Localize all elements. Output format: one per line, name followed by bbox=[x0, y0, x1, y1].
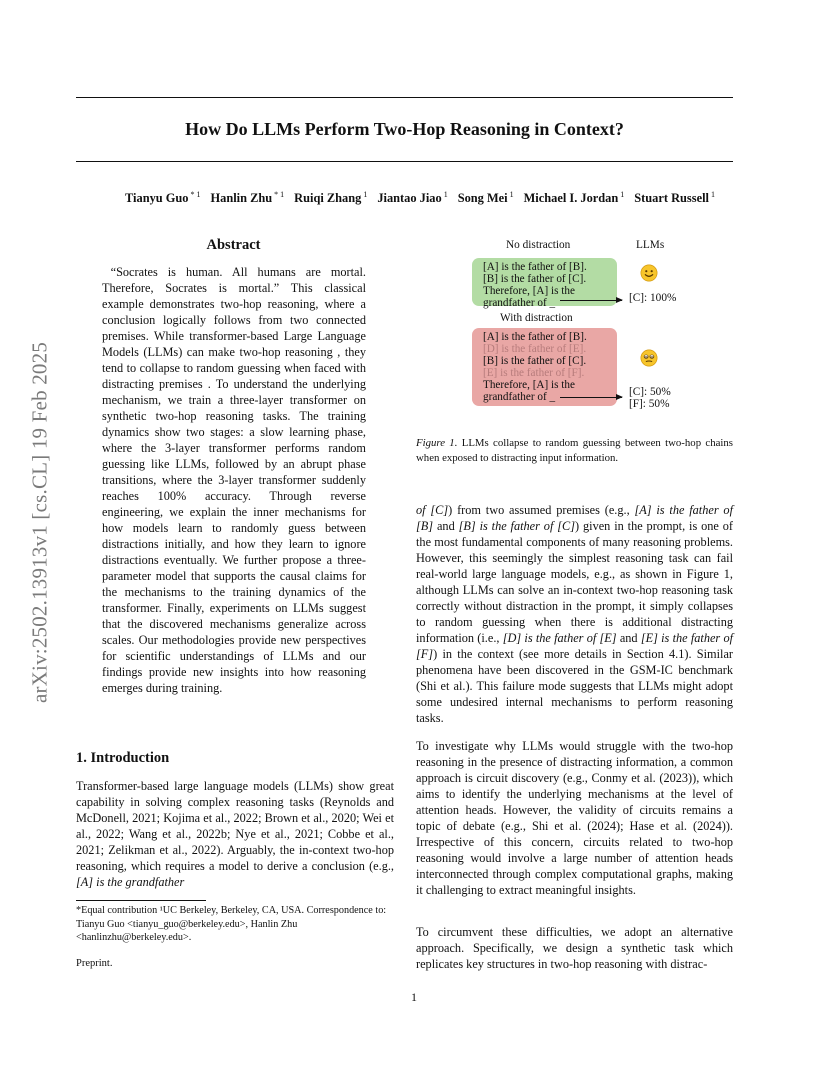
column2-paragraph-3: To circumvent these difficulties, we adopt an alternative approach. Specifically, we design a synthetic task which replicates key structures in two-hop reasoning with distrac- bbox=[416, 925, 733, 971]
arrow-with-distraction bbox=[560, 397, 622, 398]
title-top-rule bbox=[76, 97, 733, 98]
premise-line: [A] is the father of [B]. bbox=[483, 331, 587, 343]
text-fragment: ) from two assumed premises (e.g., bbox=[448, 503, 635, 517]
figure-caption bbox=[416, 436, 733, 466]
paper-title: How Do LLMs Perform Two-Hop Reasoning in Context? bbox=[185, 119, 624, 139]
author-name-text: Ruiqi Zhang bbox=[294, 191, 362, 206]
happy-face-icon bbox=[640, 264, 658, 282]
with-distraction-lines bbox=[483, 331, 606, 403]
introduction-paragraph bbox=[76, 778, 394, 890]
author-name bbox=[125, 191, 200, 205]
author-name-text: Stuart Russell bbox=[634, 191, 709, 206]
italic-fragment: [B] is the father of [C] bbox=[458, 519, 576, 533]
author-affiliation-mark: 1 bbox=[507, 190, 514, 199]
label-llms: LLMs bbox=[636, 239, 665, 251]
column2-paragraph-1 bbox=[416, 502, 733, 726]
no-distraction-lines bbox=[483, 261, 606, 309]
answer-bottom-2: [F]: 50% bbox=[629, 398, 670, 410]
author-affiliation-mark: * 1 bbox=[272, 190, 285, 199]
label-no-distraction: No distraction bbox=[506, 239, 571, 251]
italic-fragment: of [C] bbox=[416, 503, 449, 517]
answer-bottom-1: [C]: 50% bbox=[629, 386, 671, 398]
author-affiliation-mark: 1 bbox=[441, 190, 448, 199]
author-name-text: Hanlin Zhu bbox=[210, 191, 273, 206]
premise-line: grandfather of _ bbox=[483, 297, 556, 309]
author-name-text: Song Mei bbox=[457, 191, 508, 206]
abstract-body: “Socrates is human. All humans are mortal. Therefore, Socrates is mortal.” This classical example demonstrates two-hop reasoning, where a conclusion logically follows from two connected premises. While transformer-based Large Language Models (LLMs) can make two-hop reasoning , they tend to collapse to random guessing when faced with distracting premises . To understand the underlying mechanism, we train a three-layer transformer on synthetic two-hop reasoning tasks. The training dynamics show two stages: a slow learning phase, where the 3-layer transformer performs random guessing like LLMs, followed by an abrupt phase transitions, where the 3-layer transformer suddenly reaches 100% accuracy. Through reverse engineering, we explain the inner mechanisms for how models learn to randomly guess between distractions initially, and how they learn to ignore distractions eventually. We further propose a three-parameter model that supports the causal claims for the mechanisms to the training dynamics of the transformer. Finally, experiments on LLMs suggest that the discovered mechanisms generalize across scales. Our methodologies provide new perspectives for scientific understandings of LLMs and our findings provide new insights into how reasoning emerges during training. bbox=[102, 265, 366, 695]
distractor-line: [D] is the father of [E]. bbox=[483, 343, 587, 355]
author-name-text: Michael I. Jordan bbox=[523, 191, 619, 206]
author-name bbox=[294, 191, 367, 205]
abstract-heading: Abstract bbox=[206, 237, 261, 253]
title-bottom-rule bbox=[76, 161, 733, 162]
figure-1 bbox=[416, 236, 733, 416]
column2-paragraph-2: To investigate why LLMs would struggle with the two-hop reasoning in the presence of distracting information, a common approach is circuit discovery (e.g., Conmy et al. (2023)), which aims to identify the underlying mechanisms at the level of attention heads. However, the validity of circuits remains a topic of debate (e.g., Shi et al. (2024); Hase et al. (2024)). Irrespective of this concern, circuits related to two-hop reasoning would involve a large number of attention heads interconnected through complex computational graphs, making it challenging to extract meaningful insights. bbox=[416, 739, 733, 897]
italic-fragment: [A] is the father of [B] bbox=[416, 503, 733, 533]
author-affiliation-mark: 1 bbox=[361, 190, 368, 199]
italic-fragment: [D] is the father of [E] bbox=[502, 631, 617, 645]
text-fragment: and bbox=[433, 519, 459, 533]
text-fragment: ) given in the prompt, is one of the most fundamental components of many reasoning problems. However, this seemingly the simplest reasoning task can fail real-world large language models, e.g., as shown in Figure 1, although LLMs can solve an in-context two-hop reasoning task correctly without distraction in the prompt, it simply collapses to random guessing when there is additional distracting information (i.e., bbox=[416, 519, 733, 645]
author-name-text: Jiantao Jiao bbox=[377, 191, 442, 206]
arrow-no-distraction bbox=[560, 300, 622, 301]
footnote-rule bbox=[76, 900, 206, 901]
intro-italic: [A] is the grandfather bbox=[76, 875, 185, 889]
premise-line: grandfather of _ bbox=[483, 391, 556, 403]
author-name bbox=[211, 191, 285, 205]
figure-caption-text: LLMs collapse to random guessing between two-hop chains when exposed to distracting input information. bbox=[416, 437, 733, 464]
author-name bbox=[458, 191, 514, 205]
figure-caption-label: Figure 1. bbox=[416, 437, 458, 449]
author-name-text: Tianyu Guo bbox=[125, 191, 189, 206]
author-name bbox=[634, 191, 715, 205]
author-affiliation-mark: 1 bbox=[618, 190, 625, 199]
arxiv-stamp[interactable]: arXiv:2502.13913v1 [cs.CL] 19 Feb 2025 bbox=[27, 341, 52, 704]
italic-fragment: [E] is the father of [F] bbox=[416, 631, 734, 661]
distractor-line: [E] is the father of [F]. bbox=[483, 367, 585, 379]
footnote: *Equal contribution ¹UC Berkeley, Berkeley, CA, USA. Correspondence to: Tianyu Guo <tianyu_guo@berkeley.edu>, Hanlin Zhu <hanlinzhu@berkeley.edu>. bbox=[76, 905, 387, 943]
premise-line: Therefore, [A] is the bbox=[483, 379, 575, 391]
author-name bbox=[524, 191, 625, 205]
premise-line: Therefore, [A] is the bbox=[483, 285, 575, 297]
confused-face-icon bbox=[640, 349, 658, 367]
author-affiliation-mark: * 1 bbox=[188, 190, 201, 199]
preprint-note: Preprint. bbox=[76, 958, 113, 969]
with-distraction-box bbox=[472, 328, 617, 406]
page-number: 1 bbox=[411, 990, 417, 1004]
premise-line: [A] is the father of [B]. bbox=[483, 261, 587, 273]
text-fragment: and bbox=[616, 631, 641, 645]
author-affiliation-mark: 1 bbox=[708, 190, 715, 199]
label-with-distraction: With distraction bbox=[500, 312, 573, 324]
author-list bbox=[40, 190, 800, 206]
premise-line: [B] is the father of [C]. bbox=[483, 273, 587, 285]
premise-line: [B] is the father of [C]. bbox=[483, 355, 587, 367]
introduction-heading: 1. Introduction bbox=[76, 750, 170, 766]
author-name bbox=[377, 191, 447, 205]
text-fragment: ) in the context (see more details in Section 4.1). Similar phenomena have been discovered in the GSM-IC benchmark (Shi et al.). This failure mode suggests that LLMs might adopt some undesired internal mechanisms to perform reasoning tasks. bbox=[416, 647, 733, 725]
answer-top: [C]: 100% bbox=[629, 292, 677, 304]
no-distraction-box bbox=[472, 258, 617, 309]
intro-text: Transformer-based large language models (LLMs) show great capability in solving complex reasoning tasks (Reynolds and McDonell, 2021; Kojima et al., 2022; Brown et al., 2020; Wei et al., 2022; Wang et al., 2022b; Nye et al., 2021; Cobbe et al., 2021; Zelikman et al., 2022). Arguably, the in-context two-hop reasoning, which requires a model to derive a conclusion (e.g., bbox=[76, 779, 394, 873]
